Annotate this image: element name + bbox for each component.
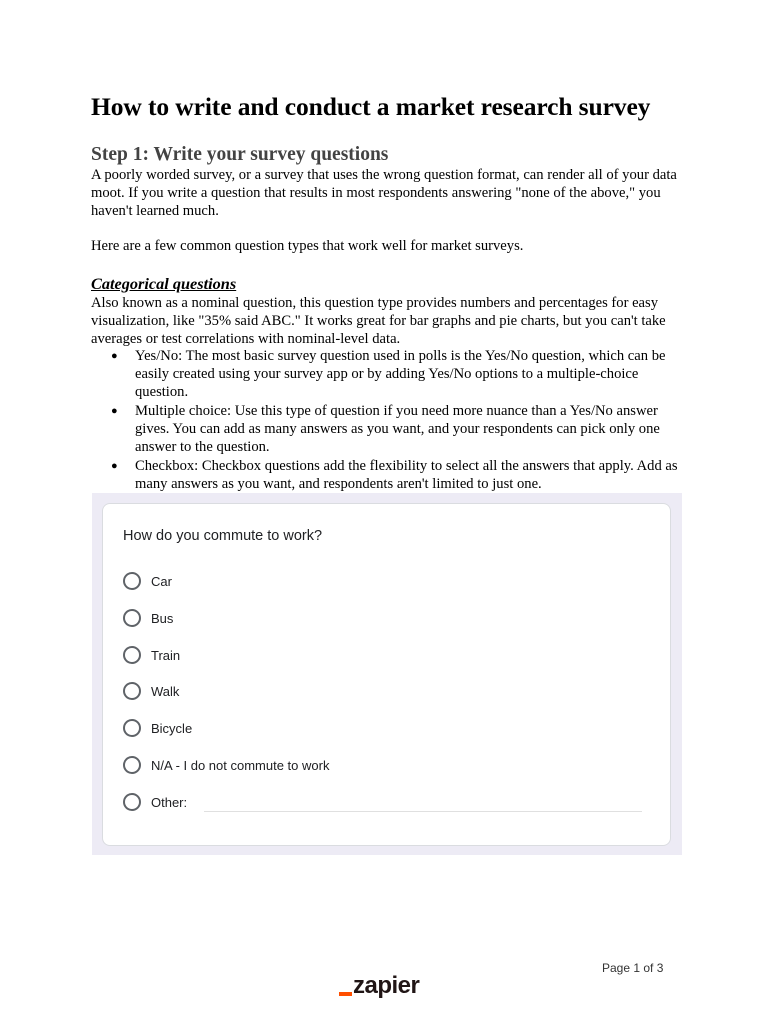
list-item (91, 347, 681, 401)
categorical-intro: Also known as a nominal question, this question type provides numbers and percentages for easy visualization, like "35% said ABC." It works great for bar graphs and pie charts, but you can't take averages or test correlations with nominal-level data. (91, 295, 666, 347)
radio-circle-icon[interactable] (123, 756, 141, 774)
step1-paragraph-1: A poorly worded survey, or a survey that uses the wrong question format, can render all of your data moot. If you write a question that results in most respondents answering "none of the above," you haven't learned much. (91, 167, 677, 219)
radio-circle-icon[interactable] (123, 646, 141, 664)
radio-circle-icon[interactable] (123, 719, 141, 737)
radio-circle-icon[interactable] (123, 793, 141, 811)
radio-circle-icon[interactable] (123, 572, 141, 590)
page-number: Page 1 of 3 (602, 961, 664, 975)
survey-question-card (102, 503, 671, 846)
bullet-icon: ● (111, 405, 118, 417)
list-item-text: Yes/No: The most basic survey question used in polls is the Yes/No question, which can be easily created using your survey app or by adding Yes/No options to a multiple-choice question. (135, 348, 666, 400)
list-item-text: Checkbox: Checkbox questions add the flexibility to select all the answers that apply. Add as many answers as you want, and respondents aren't limited to just one. (135, 458, 678, 492)
survey-screenshot (92, 493, 682, 855)
step1-paragraph-2: Here are a few common question types that work well for market surveys. (91, 238, 524, 254)
radio-option-na[interactable] (123, 755, 329, 775)
bullet-icon: ● (111, 350, 118, 362)
option-label: Bicycle (151, 720, 193, 736)
page-title: How to write and conduct a market research survey (91, 92, 651, 121)
radio-option-car[interactable] (123, 571, 172, 591)
option-label: N/A - I do not commute to work (151, 757, 330, 773)
list-item-text: Multiple choice: Use this type of question if you need more nuance than a Yes/No answer gives. You can add as many answers as you want, and your respondents can pick only one answer to the question. (135, 403, 660, 455)
logo-underscore-mark (339, 992, 352, 996)
option-label: Bus (151, 610, 174, 626)
option-label: Car (151, 573, 172, 589)
radio-option-train[interactable] (123, 645, 180, 665)
radio-circle-icon[interactable] (123, 609, 141, 627)
option-label: Train (151, 647, 181, 663)
radio-circle-icon[interactable] (123, 682, 141, 700)
option-label: Walk (151, 683, 180, 699)
zapier-logo (339, 971, 419, 1001)
question-type-list (91, 347, 681, 494)
categorical-heading: Categorical questions (91, 274, 237, 293)
list-item (91, 402, 681, 456)
option-label: Other: (151, 794, 188, 810)
radio-option-other[interactable] (123, 792, 187, 812)
list-item (91, 457, 681, 493)
radio-option-walk[interactable] (123, 681, 179, 701)
survey-question-title: How do you commute to work? (123, 528, 323, 544)
bullet-icon: ● (111, 460, 118, 472)
step1-heading: Step 1: Write your survey questions (91, 144, 389, 165)
radio-option-bus[interactable] (123, 608, 173, 628)
other-text-input[interactable] (204, 811, 642, 812)
logo-wordmark: zapier (353, 972, 420, 999)
radio-option-bicycle[interactable] (123, 718, 192, 738)
